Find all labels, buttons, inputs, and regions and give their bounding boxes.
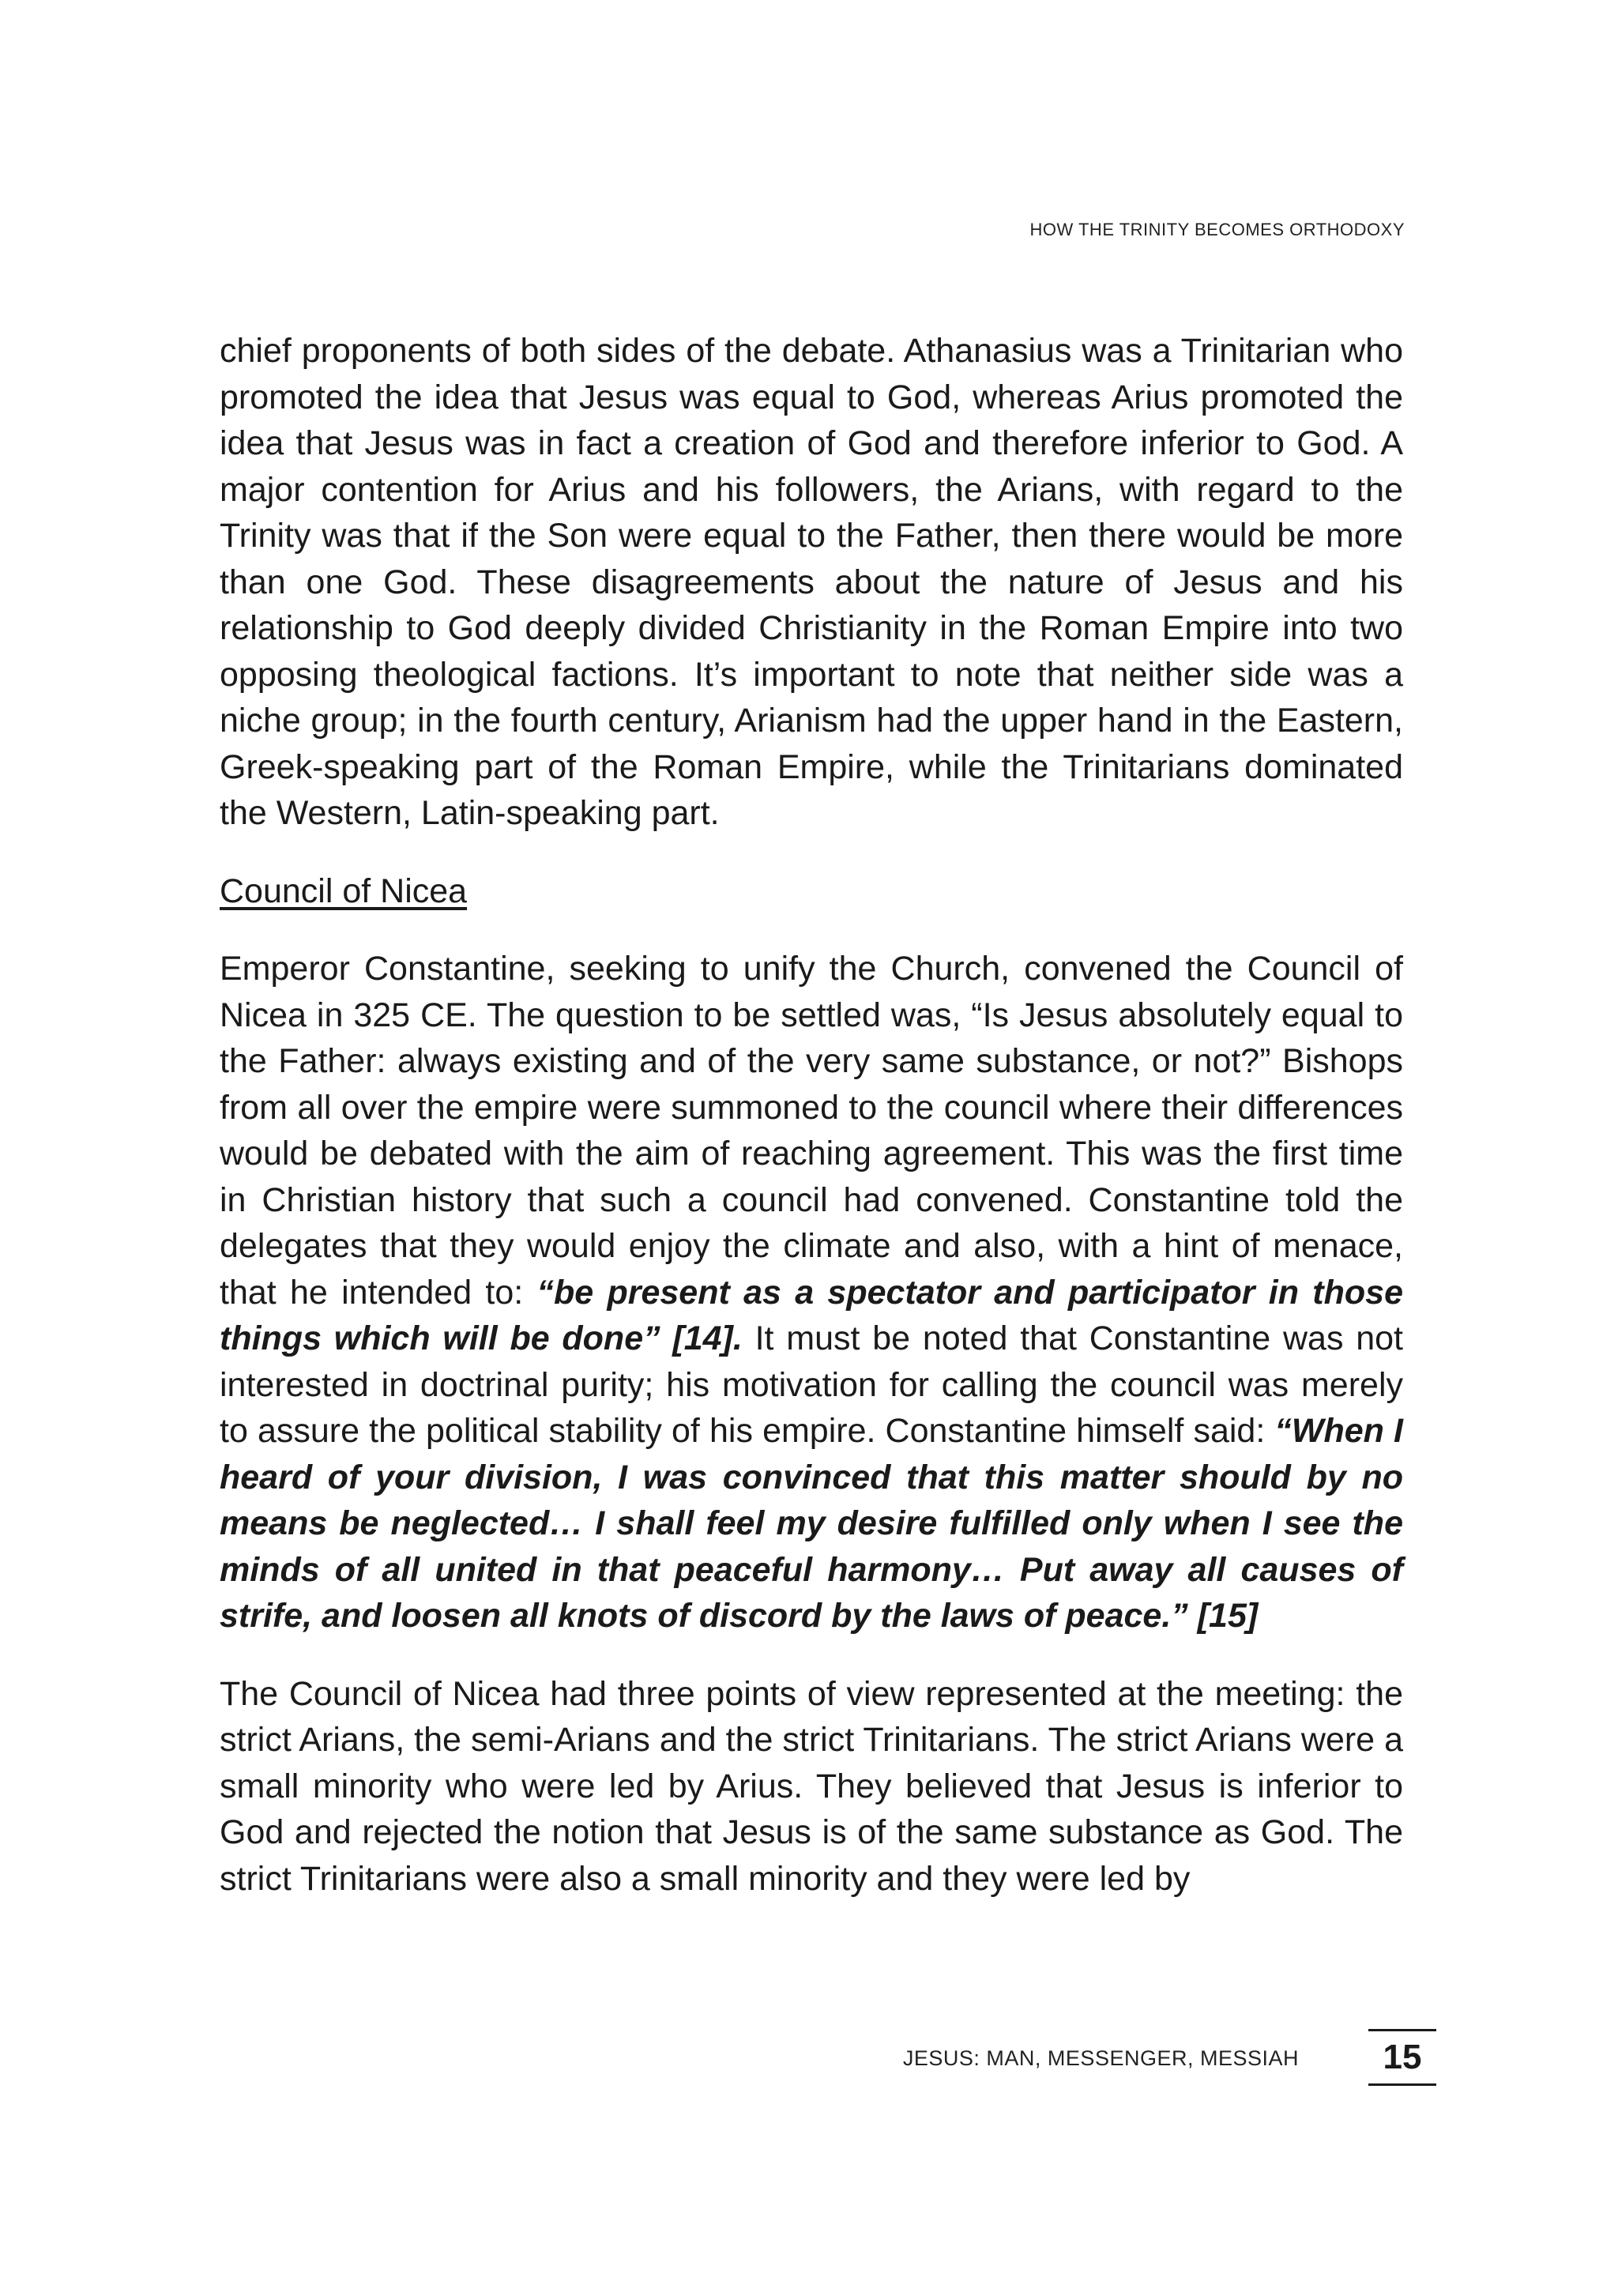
paragraph-text: It must be noted that Constantine was not interested in doctrinal purity; his motivation for calling the council was merely to assure the political stability of his empire. Constantine himself said: <box>220 1319 1403 1450</box>
paragraph-arianism-context: chief proponents of both sides of the debate. Athanasius was a Trinitarian who promoted the idea that Jesus was equal to God, whereas Arius promoted the idea that Jesus was in fact a creation of God and therefore inferior to God. A major contention for Arius and his followers, the Arians, with regard to the Trinity was that if the Son were equal to the Father, then there would be more than one God. These disagreements about the nature of Jesus and his relationship to God deeply divided Christianity in the Roman Empire into two opposing theological factions. It’s important to note that neither side was a niche group; in the fourth century, Arianism had the upper hand in the Eastern, Greek-speaking part of the Roman Empire, while the Trinitarians dominated the Western, Latin-speaking part. <box>220 332 1403 832</box>
page-number: 15 <box>1368 2029 1436 2086</box>
footer-book-title: JESUS: MAN, MESSENGER, MESSIAH <box>902 2046 1299 2070</box>
paragraph-spacer <box>220 914 1403 946</box>
paragraph-text: Emperor Constantine, seeking to unify the Church, convened the Council of Nicea in 325 CE. The question to be settled was, “Is Jesus absolutely equal to the Father: always existing and of the very same substance, or not?” Bishops from all over the empire were summoned to the council where their differences would be debated with the aim of reaching agreement. This was the first time in Christian history that such a council had convened. Constantine told the delegates that they would enjoy the climate and also, with a hint of menace, that he intended to: <box>220 950 1403 1312</box>
page-body <box>220 328 1403 1902</box>
running-header: HOW THE TRINITY BECOMES ORTHODOXY <box>1029 220 1405 239</box>
quote-constantine-division: “When I heard of your division, I was convinced that this matter should by no means be neglected… I shall feel my desire fulfilled only when I see the minds of all united in that peaceful harmony… Put away all causes of strife, and loosen all knots of discord by the laws of peace.” [15] <box>220 1412 1403 1635</box>
section-heading-council-of-nicea: Council of Nicea <box>220 871 468 910</box>
quote-constantine-spectator: “be present as a spectator and participator in those things which will be done” [14]. <box>220 1273 1403 1357</box>
page-footer <box>0 2029 1618 2092</box>
paragraph-three-views: The Council of Nicea had three points of view represented at the meeting: the strict Arians, the semi-Arians and the strict Trinitarians. The strict Arians were a small minority who were led by Arius. They believed that Jesus is inferior to God and rejected the notion that Jesus is of the same substance as God. The strict Trinitarians were also a small minority and they were led by <box>220 1674 1403 1898</box>
paragraph-council-convened <box>220 946 1403 1639</box>
paragraph-spacer <box>220 837 1403 868</box>
paragraph-spacer <box>220 1639 1403 1671</box>
